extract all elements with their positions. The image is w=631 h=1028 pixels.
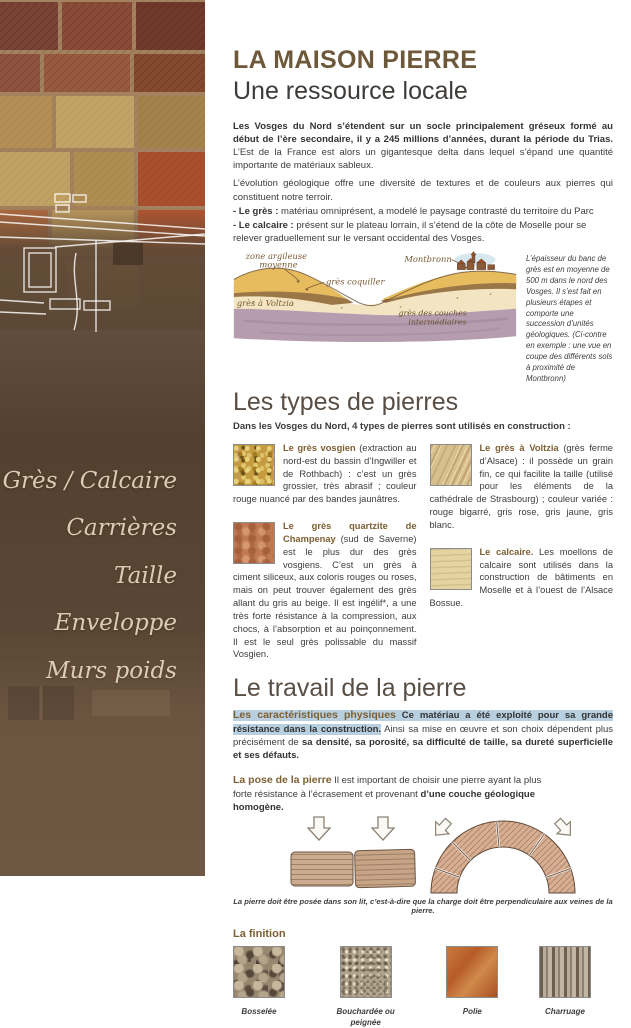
finition-heading: La finition (233, 927, 286, 940)
geo-cross-section-drawing (233, 250, 517, 348)
label-zone-argileuse: zone argileuse (245, 250, 308, 261)
label-moyenne: moyenne (259, 259, 298, 270)
types-left-column (233, 442, 417, 661)
polie-photo (446, 946, 498, 998)
spread-arrow-right-icon (551, 815, 577, 841)
geology-figure (233, 250, 613, 385)
gres-vosgien-photo (233, 444, 275, 486)
bosselee-photo (233, 946, 285, 998)
gres-quartzite-photo (233, 522, 275, 564)
stone-type-champenay: Le grès quartzite de Champenay (sud de Saverne) est le plus dur des grès vosgiens. C’est un grès à ciment siliceux, aux coloris rouges ou roses, mais on peut trouver également des grès allant du gris au beige. Il est ingélif*, a une très forte résistance à la compression, aux chocs, à l’absorption et au poinçonnement. Il est le seul grès polissable du massif Vosgien. (233, 521, 417, 660)
types-right-column (430, 442, 614, 661)
finition-bosselee: Bosselée (233, 946, 285, 1028)
types-heading: Les types de pierres (233, 387, 459, 416)
charruage-photo (539, 946, 591, 998)
sidebar-item-murs-poids: Murs poids (46, 657, 177, 684)
stone-types-grid (233, 442, 613, 661)
stone-type-calcaire: Le calcaire. Les moellons de calcaire sont utilisés dans la construction de bâtiments en Moselle et à l’ouest de l’Alsace Bossue. (429, 546, 613, 609)
label-gres-coquiller: grès coquiller (326, 276, 385, 287)
intro-paragraph: Les Vosges du Nord s’étendent sur un socle principalement gréseux formé au début de l’ère secondaire, il y a 245 millions d’années, durant la période du Trias. L’Est de la France est alors un gigantesque delta dans lequel s’épand une quantité importante de matériaux sableux. (233, 121, 613, 172)
gres-voltzia-photo (430, 444, 472, 486)
caracteristiques-paragraph: Les caractéristiques physiques Ce matériau a été exploité pour sa grande résistance dans la construction. Ainsi sa mise en œuvre et son choix dépendent plus précisément de sa densité, sa porosité, sa difficulté de taille, sa dureté superficielle et ses défauts. (233, 709, 614, 761)
arch-drawing (429, 815, 577, 893)
left-panel (0, 0, 205, 876)
stone-type-vosgien: Le grès vosgien (extraction au nord-est du bassin d’Ingwiller et de Rothbach) : c’est un grès grossier, très abrasif ; couleur rouge nuancé par des bandes jaunâtres. (233, 442, 417, 505)
types-intro: Dans les Vosges du Nord, 4 types de pierres sont utilisés en construction : (233, 420, 571, 432)
down-arrow-icon (372, 817, 394, 840)
page-title: LA MAISON PIERRE (233, 46, 478, 74)
spread-arrow-left-icon (429, 815, 455, 841)
evolution-paragraph: L’évolution géologique offre une diversité de textures et de couleurs aux pierres qui constituent notre terroir. (233, 178, 613, 203)
sidebar-nav (3, 468, 177, 684)
pose-paragraph: La pose de la pierre Il est important de choisir une pierre ayant la plus forte résistance à l’écrasement et provenant d’une couche géologique homogène. (233, 774, 542, 813)
geology-figure-caption: L’épaisseur du banc de grès est en moyenne de 500 m dans le nord des Vosges. Il s’est fait en plusieurs étapes et comporte une succession d’unités géologiques. (Ci-contre en exemple : une vue en coupe des différents sols à proximité de Montbronn) (526, 253, 613, 383)
sketch-dark-patch (113, 243, 143, 265)
bouchardee-photo (340, 946, 392, 998)
down-arrow-icon (308, 817, 330, 840)
finition-bouchardee: Bouchardée ou peignée (326, 946, 406, 1028)
bullet-calcaire: - Le calcaire : présent sur le plateau lorrain, il s’étend de la côte de Moselle pour se relever graduellement sur le versant occidental des Vosges. (233, 219, 587, 244)
main-content (205, 0, 631, 1027)
label-intermediaires: intermédiaires (408, 317, 467, 327)
stone-wall-photo (0, 0, 205, 876)
label-montbronn: Montbronn (404, 253, 452, 264)
label-gres-couches: grès des couches (398, 308, 467, 318)
page-subtitle: Une ressource locale (233, 77, 468, 105)
stone-laying-drawing (233, 815, 613, 895)
sidebar-item-gres-calcaire: Grès / Calcaire (2, 468, 177, 494)
finition-charruage: Charruage (539, 946, 591, 1028)
finition-row (233, 946, 613, 1028)
sidebar-item-enveloppe: Enveloppe (54, 610, 177, 637)
travail-heading: Le travail de la pierre (233, 674, 467, 703)
sidebar-item-taille: Taille (114, 562, 177, 589)
bullet-gres: - Le grès : matériau omniprésent, a modelé le paysage contrasté du territoire du Parc (233, 205, 594, 217)
calcaire-photo (430, 548, 472, 590)
finition-polie: Polie (446, 946, 498, 1028)
label-gres-voltzia: grès à Voltzia (236, 297, 294, 308)
stone-blocks-drawing (291, 817, 416, 888)
sidebar-item-carrieres: Carrières (66, 515, 177, 542)
laying-caption: La pierre doit être posée dans son lit, c’est-à-dire que la charge doit être perpendiculaire aux veines de la pierre. (233, 896, 613, 915)
stone-type-voltzia: Le grès à Voltzia (grès ferme d’Alsace) : il possède un grain fin, ce qui facilite la taille (utilisé pour les éléments de la cathédrale de Strasbourg) ; couleur variée : rouge bigarré, gris rose, gris jaune, gris blanc. (429, 442, 613, 530)
